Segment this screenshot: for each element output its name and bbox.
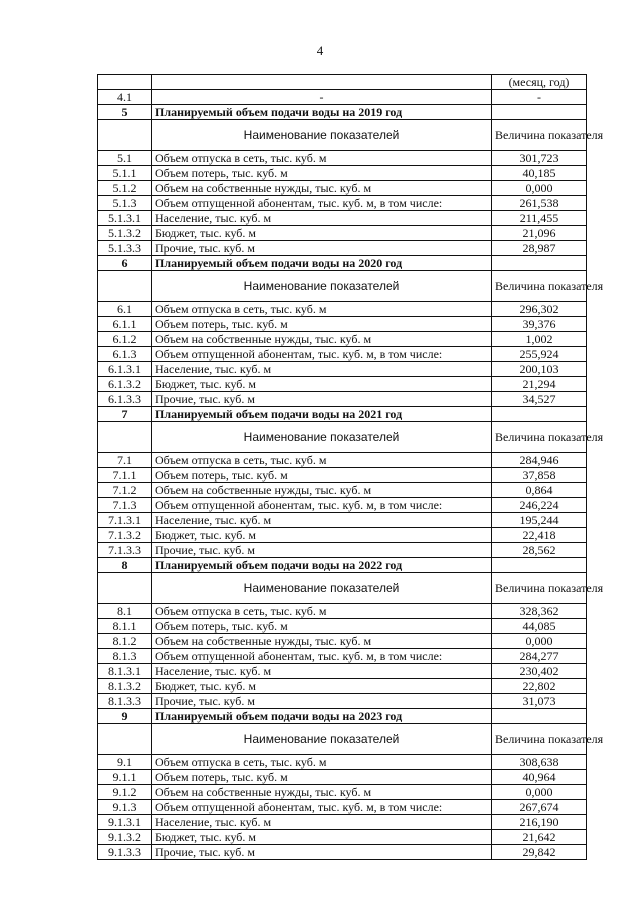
row-number: 7.1.3: [98, 498, 152, 513]
row-name: -: [152, 90, 492, 105]
row-value: 31,073: [492, 694, 587, 709]
header-empty: [98, 724, 152, 755]
row-number: 7.1.1: [98, 468, 152, 483]
row-number: 7.1.3.2: [98, 528, 152, 543]
table-row: [98, 755, 587, 770]
row-value: 28,562: [492, 543, 587, 558]
table-row: [98, 151, 587, 166]
header-indicator-value: Величина показателя: [492, 120, 587, 151]
row-number: 8.1.3.3: [98, 694, 152, 709]
row-name: Объем на собственные нужды, тыс. куб. м: [152, 785, 492, 800]
table-row: [98, 830, 587, 845]
row-name: Объем отпуска в сеть, тыс. куб. м: [152, 302, 492, 317]
row-value: 37,858: [492, 468, 587, 483]
column-header-row: [98, 422, 587, 453]
row-number: 6.1.3: [98, 347, 152, 362]
header-empty: [98, 120, 152, 151]
row-name: Население, тыс. куб. м: [152, 211, 492, 226]
row-value: 301,723: [492, 151, 587, 166]
table-row: [98, 845, 587, 860]
section-title-row: [98, 256, 587, 271]
row-name: Объем отпуска в сеть, тыс. куб. м: [152, 755, 492, 770]
row-number: 8.1.3.1: [98, 664, 152, 679]
row-number: [98, 75, 152, 90]
section-title: Планируемый объем подачи воды на 2021 год: [152, 407, 492, 422]
header-indicator-value: Величина показателя: [492, 724, 587, 755]
row-value: 211,455: [492, 211, 587, 226]
row-number: 5.1.2: [98, 181, 152, 196]
row-name: Прочие, тыс. куб. м: [152, 845, 492, 860]
row-number: 6.1.3.1: [98, 362, 152, 377]
row-number: 5.1: [98, 151, 152, 166]
column-header-row: [98, 120, 587, 151]
row-name: Объем потерь, тыс. куб. м: [152, 317, 492, 332]
section-title-empty: [492, 105, 587, 120]
row-value: 29,842: [492, 845, 587, 860]
table-row: [98, 468, 587, 483]
row-value: 21,096: [492, 226, 587, 241]
row-number: 5.1.3.1: [98, 211, 152, 226]
row-number: 7.1.3.3: [98, 543, 152, 558]
section-title-empty: [492, 256, 587, 271]
table-row: [98, 317, 587, 332]
table-row: [98, 800, 587, 815]
row-value: 308,638: [492, 755, 587, 770]
row-value: 34,527: [492, 392, 587, 407]
row-number: 8.1.3: [98, 649, 152, 664]
row-name: Объем отпущенной абонентам, тыс. куб. м, в том числе:: [152, 649, 492, 664]
row-name: Население, тыс. куб. м: [152, 362, 492, 377]
row-value: 261,538: [492, 196, 587, 211]
row-value: 22,418: [492, 528, 587, 543]
row-number: 9.1.3.1: [98, 815, 152, 830]
row-value: 195,244: [492, 513, 587, 528]
row-value: 44,085: [492, 619, 587, 634]
row-value: (месяц, год): [492, 75, 587, 90]
row-name: Объем на собственные нужды, тыс. куб. м: [152, 332, 492, 347]
row-number: 8.1.3.2: [98, 679, 152, 694]
row-value: 22,802: [492, 679, 587, 694]
table-row: [98, 770, 587, 785]
row-name: Прочие, тыс. куб. м: [152, 241, 492, 256]
section-title: Планируемый объем подачи воды на 2023 год: [152, 709, 492, 724]
row-name: Объем на собственные нужды, тыс. куб. м: [152, 634, 492, 649]
row-name: Объем отпущенной абонентам, тыс. куб. м, в том числе:: [152, 196, 492, 211]
table-row: [98, 679, 587, 694]
water-supply-table: [97, 74, 604, 860]
row-name: Объем потерь, тыс. куб. м: [152, 468, 492, 483]
table-row: [98, 181, 587, 196]
row-name: [152, 75, 492, 90]
table-row: [98, 649, 587, 664]
row-number: 7.1.2: [98, 483, 152, 498]
table-row: [98, 785, 587, 800]
row-value: 28,987: [492, 241, 587, 256]
row-value: 0,000: [492, 181, 587, 196]
row-value: 0,864: [492, 483, 587, 498]
row-name: Объем на собственные нужды, тыс. куб. м: [152, 181, 492, 196]
row-value: 200,103: [492, 362, 587, 377]
row-name: Объем отпуска в сеть, тыс. куб. м: [152, 604, 492, 619]
row-value: 255,924: [492, 347, 587, 362]
row-number: 6.1: [98, 302, 152, 317]
row-value: 40,185: [492, 166, 587, 181]
section-number: 7: [98, 407, 152, 422]
header-indicator-name: Наименование показателей: [152, 573, 492, 604]
row-number: 9.1.3.2: [98, 830, 152, 845]
row-name: Прочие, тыс. куб. м: [152, 694, 492, 709]
table-row: [98, 226, 587, 241]
header-indicator-value: Величина показателя: [492, 573, 587, 604]
row-name: Объем отпущенной абонентам, тыс. куб. м, в том числе:: [152, 498, 492, 513]
table-row: [98, 694, 587, 709]
row-number: 7.1.3.1: [98, 513, 152, 528]
table-row: [98, 196, 587, 211]
section-title: Планируемый объем подачи воды на 2020 год: [152, 256, 492, 271]
section-title-row: [98, 558, 587, 573]
table-row: [98, 543, 587, 558]
section-title-row: [98, 105, 587, 120]
row-number: 9.1.2: [98, 785, 152, 800]
row-value: 267,674: [492, 800, 587, 815]
row-number: 5.1.1: [98, 166, 152, 181]
row-value: 39,376: [492, 317, 587, 332]
table-row: [98, 347, 587, 362]
row-name: Объем потерь, тыс. куб. м: [152, 619, 492, 634]
section-title: Планируемый объем подачи воды на 2022 год: [152, 558, 492, 573]
section-number: 9: [98, 709, 152, 724]
row-value: 284,277: [492, 649, 587, 664]
row-name: Объем отпущенной абонентам, тыс. куб. м, в том числе:: [152, 800, 492, 815]
section-title-empty: [492, 558, 587, 573]
header-indicator-name: Наименование показателей: [152, 724, 492, 755]
row-number: 7.1: [98, 453, 152, 468]
row-number: 4.1: [98, 90, 152, 105]
row-number: 6.1.2: [98, 332, 152, 347]
table-row: [98, 483, 587, 498]
table-row: [98, 241, 587, 256]
row-value: 216,190: [492, 815, 587, 830]
row-name: Население, тыс. куб. м: [152, 513, 492, 528]
column-header-row: [98, 573, 587, 604]
row-name: Бюджет, тыс. куб. м: [152, 679, 492, 694]
section-title: Планируемый объем подачи воды на 2019 год: [152, 105, 492, 120]
section-number: 8: [98, 558, 152, 573]
row-value: 0,000: [492, 634, 587, 649]
table-row: [98, 392, 587, 407]
table-body: [98, 74, 604, 860]
row-name: Объем отпуска в сеть, тыс. куб. м: [152, 453, 492, 468]
row-number: 8.1.1: [98, 619, 152, 634]
header-indicator-value: Величина показателя: [492, 422, 587, 453]
row-name: Бюджет, тыс. куб. м: [152, 377, 492, 392]
row-value: 40,964: [492, 770, 587, 785]
row-number: 9.1: [98, 755, 152, 770]
header-indicator-value: Величина показателя: [492, 271, 587, 302]
header-indicator-name: Наименование показателей: [152, 422, 492, 453]
section-title-row: [98, 407, 587, 422]
header-empty: [98, 422, 152, 453]
row-name: Объем потерь, тыс. куб. м: [152, 770, 492, 785]
row-number: 6.1.3.2: [98, 377, 152, 392]
row-name: Объем отпуска в сеть, тыс. куб. м: [152, 151, 492, 166]
row-number: 9.1.3.3: [98, 845, 152, 860]
row-name: Бюджет, тыс. куб. м: [152, 830, 492, 845]
table-row: [98, 664, 587, 679]
row-value: 21,294: [492, 377, 587, 392]
section-title-empty: [492, 407, 587, 422]
table-row: [98, 815, 587, 830]
header-indicator-name: Наименование показателей: [152, 120, 492, 151]
row-number: 5.1.3.3: [98, 241, 152, 256]
row-number: 6.1.1: [98, 317, 152, 332]
table-row: [98, 604, 587, 619]
row-value: 21,642: [492, 830, 587, 845]
table-row: [98, 619, 587, 634]
row-value: 328,362: [492, 604, 587, 619]
header-empty: [98, 573, 152, 604]
section-number: 5: [98, 105, 152, 120]
row-name: Объем на собственные нужды, тыс. куб. м: [152, 483, 492, 498]
row-name: Объем потерь, тыс. куб. м: [152, 166, 492, 181]
section-title-empty: [492, 709, 587, 724]
section-title-row: [98, 709, 587, 724]
row-name: Бюджет, тыс. куб. м: [152, 226, 492, 241]
row-name: Бюджет, тыс. куб. м: [152, 528, 492, 543]
table-row: [98, 377, 587, 392]
row-number: 5.1.3: [98, 196, 152, 211]
row-name: Население, тыс. куб. м: [152, 815, 492, 830]
table-row: [98, 634, 587, 649]
row-value: 246,224: [492, 498, 587, 513]
row-name: Население, тыс. куб. м: [152, 664, 492, 679]
header-indicator-name: Наименование показателей: [152, 271, 492, 302]
row-value: 0,000: [492, 785, 587, 800]
table-row: [98, 332, 587, 347]
row-number: 6.1.3.3: [98, 392, 152, 407]
row-value: -: [492, 90, 587, 105]
row-number: 8.1.2: [98, 634, 152, 649]
row-value: 284,946: [492, 453, 587, 468]
column-header-row: [98, 724, 587, 755]
row-number: 9.1.1: [98, 770, 152, 785]
table-row: [98, 528, 587, 543]
page-number: 4: [316, 43, 324, 58]
table-row-continuation: [98, 75, 587, 90]
row-number: 9.1.3: [98, 800, 152, 815]
row-value: 296,302: [492, 302, 587, 317]
header-empty: [98, 271, 152, 302]
table-row: [98, 498, 587, 513]
table-row-4-1: [98, 90, 587, 105]
table-row: [98, 362, 587, 377]
row-name: Объем отпущенной абонентам, тыс. куб. м, в том числе:: [152, 347, 492, 362]
table-row: [98, 513, 587, 528]
row-value: 1,002: [492, 332, 587, 347]
row-name: Прочие, тыс. куб. м: [152, 392, 492, 407]
table-row: [98, 453, 587, 468]
section-number: 6: [98, 256, 152, 271]
row-value: 230,402: [492, 664, 587, 679]
row-name: Прочие, тыс. куб. м: [152, 543, 492, 558]
row-number: 8.1: [98, 604, 152, 619]
table-row: [98, 166, 587, 181]
table-row: [98, 302, 587, 317]
column-header-row: [98, 271, 587, 302]
row-number: 5.1.3.2: [98, 226, 152, 241]
table-row: [98, 211, 587, 226]
